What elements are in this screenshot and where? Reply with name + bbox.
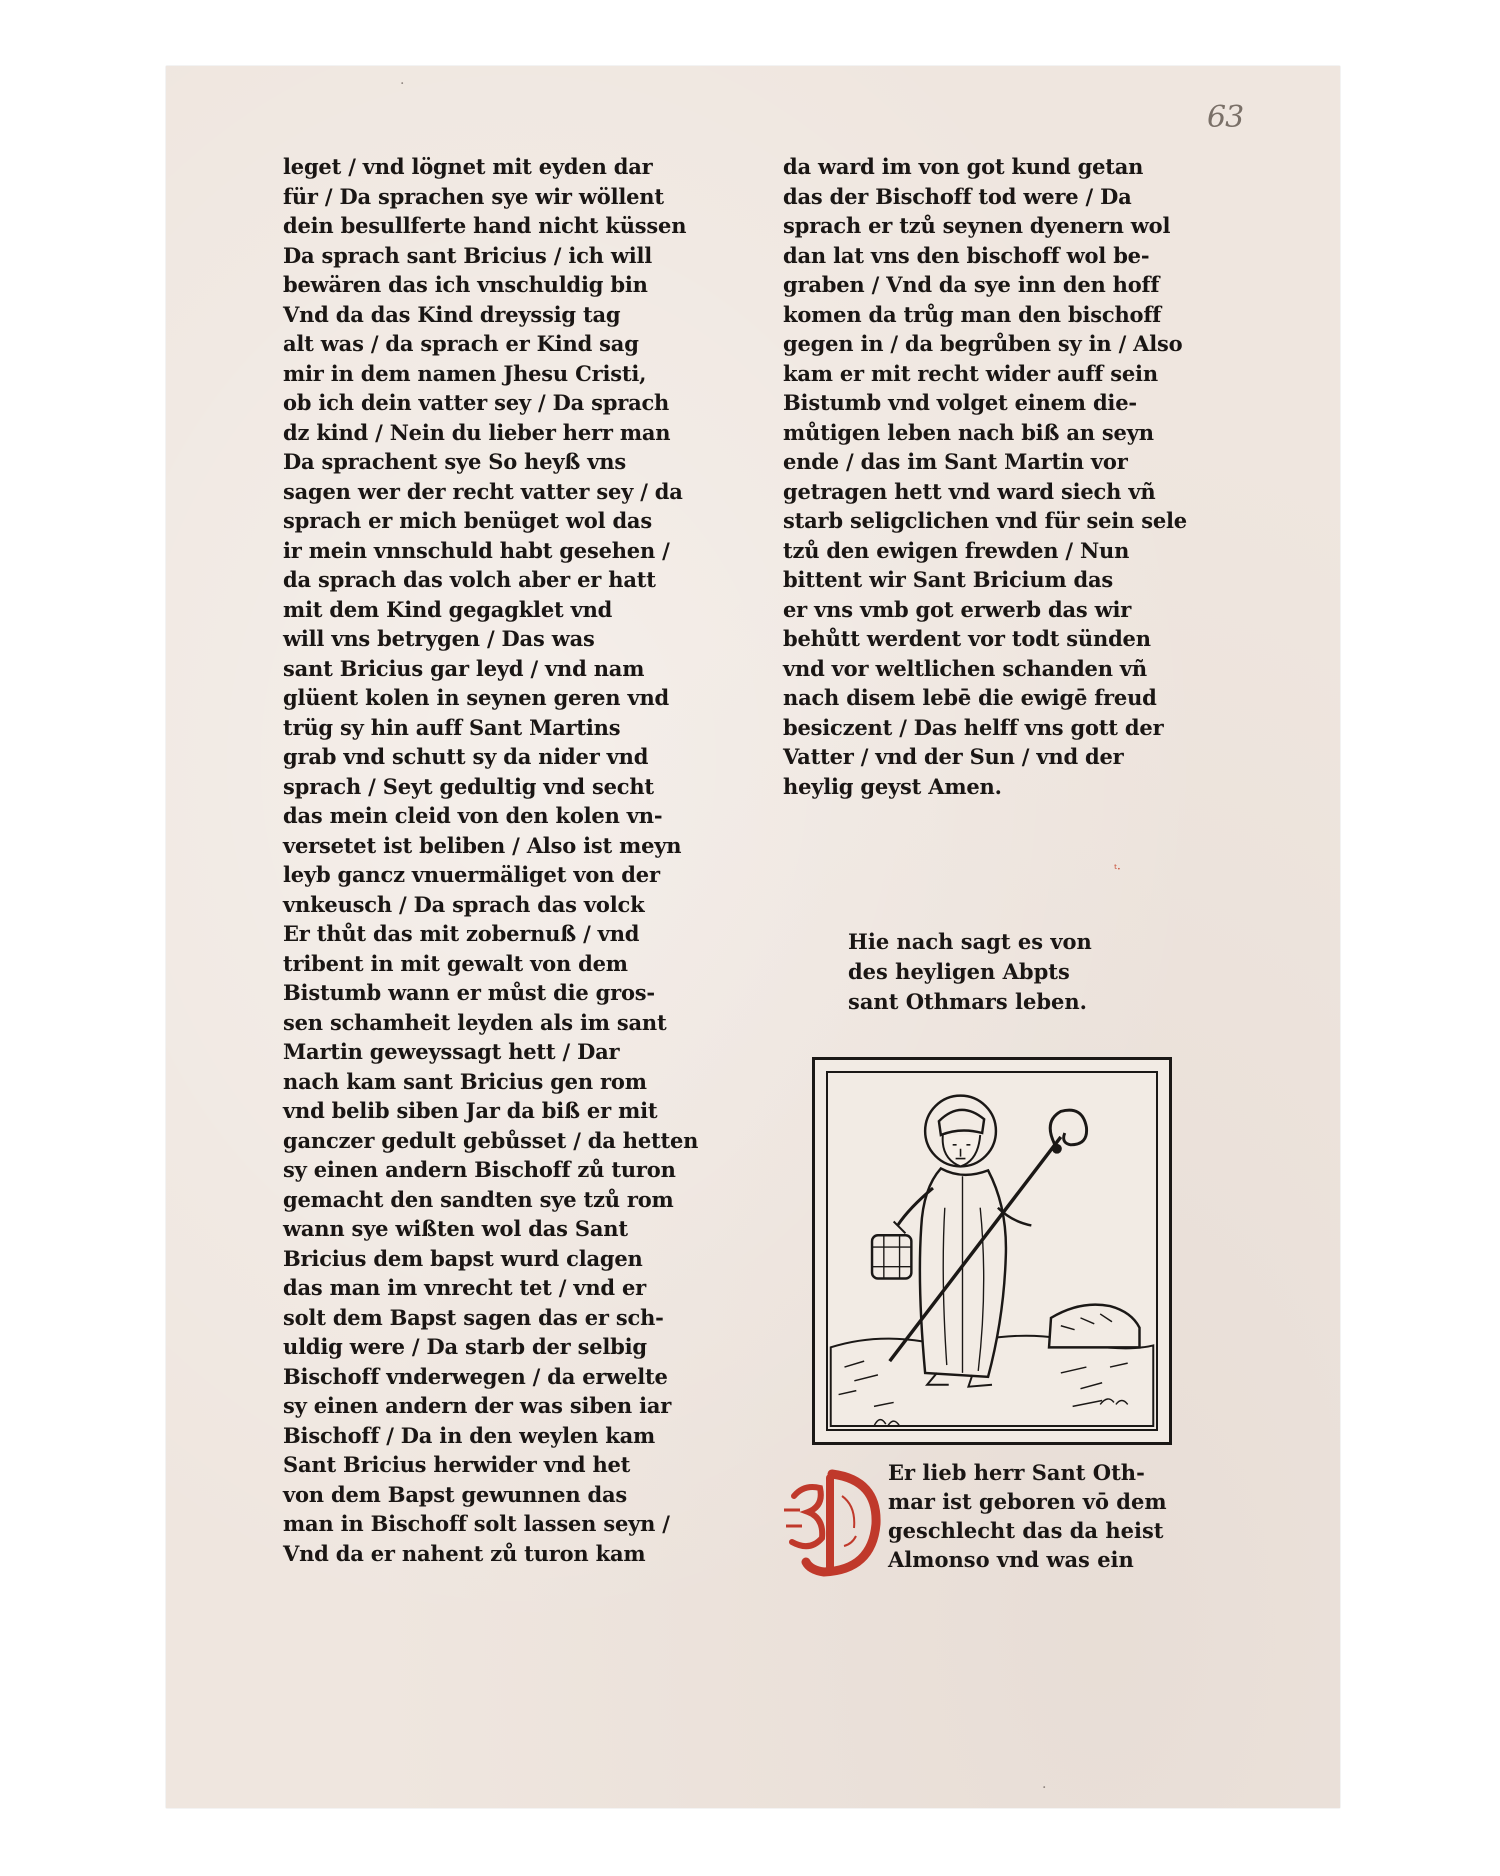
heading-line: des heyligen Abpts — [848, 959, 1070, 984]
text-line: versetet ist beliben / Also ist meyn — [283, 832, 682, 858]
text-line: dein besullferte hand nicht küssen — [283, 213, 687, 238]
text-line: sprach er mich benüget wol das — [283, 508, 652, 533]
text-line: vnkeusch / Da sprach das volck — [283, 891, 645, 917]
text-line: von dem Bapst gewunnen das — [283, 1481, 628, 1507]
text-line: kam er mit recht wider auff sein — [783, 360, 1158, 386]
text-line: Vatter / vnd der Sun / vnd der — [783, 744, 1124, 769]
text-line: behůtt werdent vor todt sünden — [783, 626, 1151, 651]
text-line: gemacht den sandten sye tzů rom — [283, 1186, 674, 1212]
text-line: alt was / da sprach er Kind sag — [283, 331, 639, 356]
text-line: mir in dem namen Jhesu Cristi, — [283, 360, 647, 386]
text-line: da ward im von got kund getan — [783, 154, 1144, 179]
text-line: dan lat vns den bischoff wol be- — [783, 242, 1150, 268]
text-line: ganczer gedult gebůsset / da hetten — [283, 1127, 699, 1153]
text-line: Sant Bricius herwider vnd het — [283, 1452, 631, 1477]
woodcut-illustration — [812, 1057, 1172, 1445]
text-line: Bistumb vnd volget einem die- — [783, 390, 1137, 415]
heading-line: Hie nach sagt es von — [848, 929, 1092, 954]
text-line: ende / das im Sant Martin vor — [783, 449, 1128, 474]
right-text-column — [783, 152, 1195, 801]
text-line: bittent wir Sant Bricium das — [783, 567, 1114, 592]
text-line: glüent kolen in seynen geren vnd — [283, 685, 669, 710]
text-line: geschlecht das da heist — [888, 1518, 1164, 1543]
text-line: můtigen leben nach biß an seyn — [783, 419, 1154, 445]
text-line: sen schamheit leyden als im sant — [283, 1009, 667, 1035]
left-text-column — [283, 152, 699, 1568]
text-line: sy einen andern der was siben iar — [283, 1393, 672, 1418]
text-line: sagen wer der recht vatter sey / da — [283, 478, 683, 504]
text-line: nach disem lebē die ewigē freud — [783, 685, 1157, 710]
text-line: komen da trůg man den bischoff — [783, 301, 1161, 327]
folio-number: 63 — [1207, 100, 1244, 135]
ink-speck: · — [1042, 1780, 1047, 1796]
text-line: dz kind / Nein du lieber herr man — [283, 419, 671, 445]
text-line: Er thůt das mit zobernuß / vnd — [283, 921, 640, 946]
text-line: solt dem Bapst sagen das er sch- — [283, 1304, 664, 1330]
text-line: da sprach das volch aber er hatt — [283, 567, 656, 592]
text-line: Bischoff vnderwegen / da erwelte — [283, 1363, 668, 1389]
text-line: man in Bischoff solt lassen seyn / — [283, 1511, 670, 1536]
text-line: wann sye wißten wol das Sant — [283, 1216, 628, 1241]
text-line: trüg sy hin auff Sant Martins — [283, 714, 621, 740]
text-line: graben / Vnd da sye inn den hoff — [783, 272, 1160, 297]
text-line: Er lieb herr Sant Oth- — [888, 1460, 1145, 1485]
text-line: leget / vnd lögnet mit eyden dar — [283, 154, 653, 179]
text-line: vnd vor weltlichen schanden vñ — [783, 655, 1147, 681]
text-line: Vnd da er nahent zů turon kam — [283, 1540, 646, 1566]
ink-speck: · — [400, 76, 405, 92]
text-line: sprach er tzů seynen dyenern wol — [783, 213, 1171, 238]
text-line: grab vnd schutt sy da nider vnd — [283, 744, 649, 769]
text-line: nach kam sant Bricius gen rom — [283, 1068, 647, 1094]
rubric-mark: ᵗ· — [1114, 862, 1121, 876]
heading-line: sant Othmars leben. — [848, 989, 1087, 1014]
text-line: will vns betrygen / Das was — [283, 626, 595, 651]
text-line: für / Da sprachen sye wir wöllent — [283, 183, 664, 209]
text-line: gegen in / da begrůben sy in / Also — [783, 331, 1183, 356]
text-line: tribent in mit gewalt von dem — [283, 950, 628, 976]
text-line: getragen hett vnd ward siech vñ — [783, 478, 1156, 504]
red-initial-letter-icon — [780, 1466, 886, 1578]
text-line: Bischoff / Da in den weylen kam — [283, 1422, 656, 1448]
text-line: Vnd da das Kind dreyssig tag — [283, 301, 621, 327]
text-line: Almonso vnd was ein — [888, 1547, 1134, 1572]
text-line: uldig were / Da starb der selbig — [283, 1334, 647, 1359]
text-line: das der Bischoff tod were / Da — [783, 183, 1132, 209]
text-line: sy einen andern Bischoff zů turon — [283, 1157, 676, 1182]
text-line: heylig geyst Amen. — [783, 773, 1002, 799]
text-line: starb seligclichen vnd für sein sele — [783, 508, 1187, 533]
text-line: tzů den ewigen frewden / Nun — [783, 537, 1130, 563]
text-line: mit dem Kind gegagklet vnd — [283, 596, 613, 622]
text-line: ob ich dein vatter sey / Da sprach — [283, 390, 670, 415]
text-line: Bistumb wann er můst die gros- — [283, 980, 655, 1005]
text-line: bewären das ich vnschuldig bin — [283, 272, 648, 297]
text-line: Da sprach sant Bricius / ich will — [283, 242, 653, 268]
text-line: leyb gancz vnuermäliget von der — [283, 862, 660, 887]
text-line: mar ist geboren vō dem — [888, 1489, 1167, 1514]
text-line: vnd belib siben Jar da biß er mit — [283, 1098, 658, 1123]
text-line: sant Bricius gar leyd / vnd nam — [283, 655, 645, 681]
text-line: sprach / Seyt gedultig vnd secht — [283, 773, 654, 799]
text-line: Martin geweyssagt hett / Dar — [283, 1039, 620, 1064]
text-line: besiczent / Das helff vns gott der — [783, 714, 1164, 740]
text-line: das man im vnrecht tet / vnd er — [283, 1275, 647, 1300]
text-line: das mein cleid von den kolen vn- — [283, 803, 663, 828]
text-line: Bricius dem bapst wurd clagen — [283, 1245, 643, 1271]
section-opening-text — [888, 1458, 1208, 1574]
text-line: er vns vmb got erwerb das wir — [783, 596, 1132, 622]
text-line: ir mein vnnschuld habt gesehen / — [283, 537, 670, 563]
section-heading — [848, 927, 1188, 1017]
saint-figure-icon — [815, 1060, 1169, 1442]
text-line: Da sprachent sye So heyß vns — [283, 449, 626, 474]
